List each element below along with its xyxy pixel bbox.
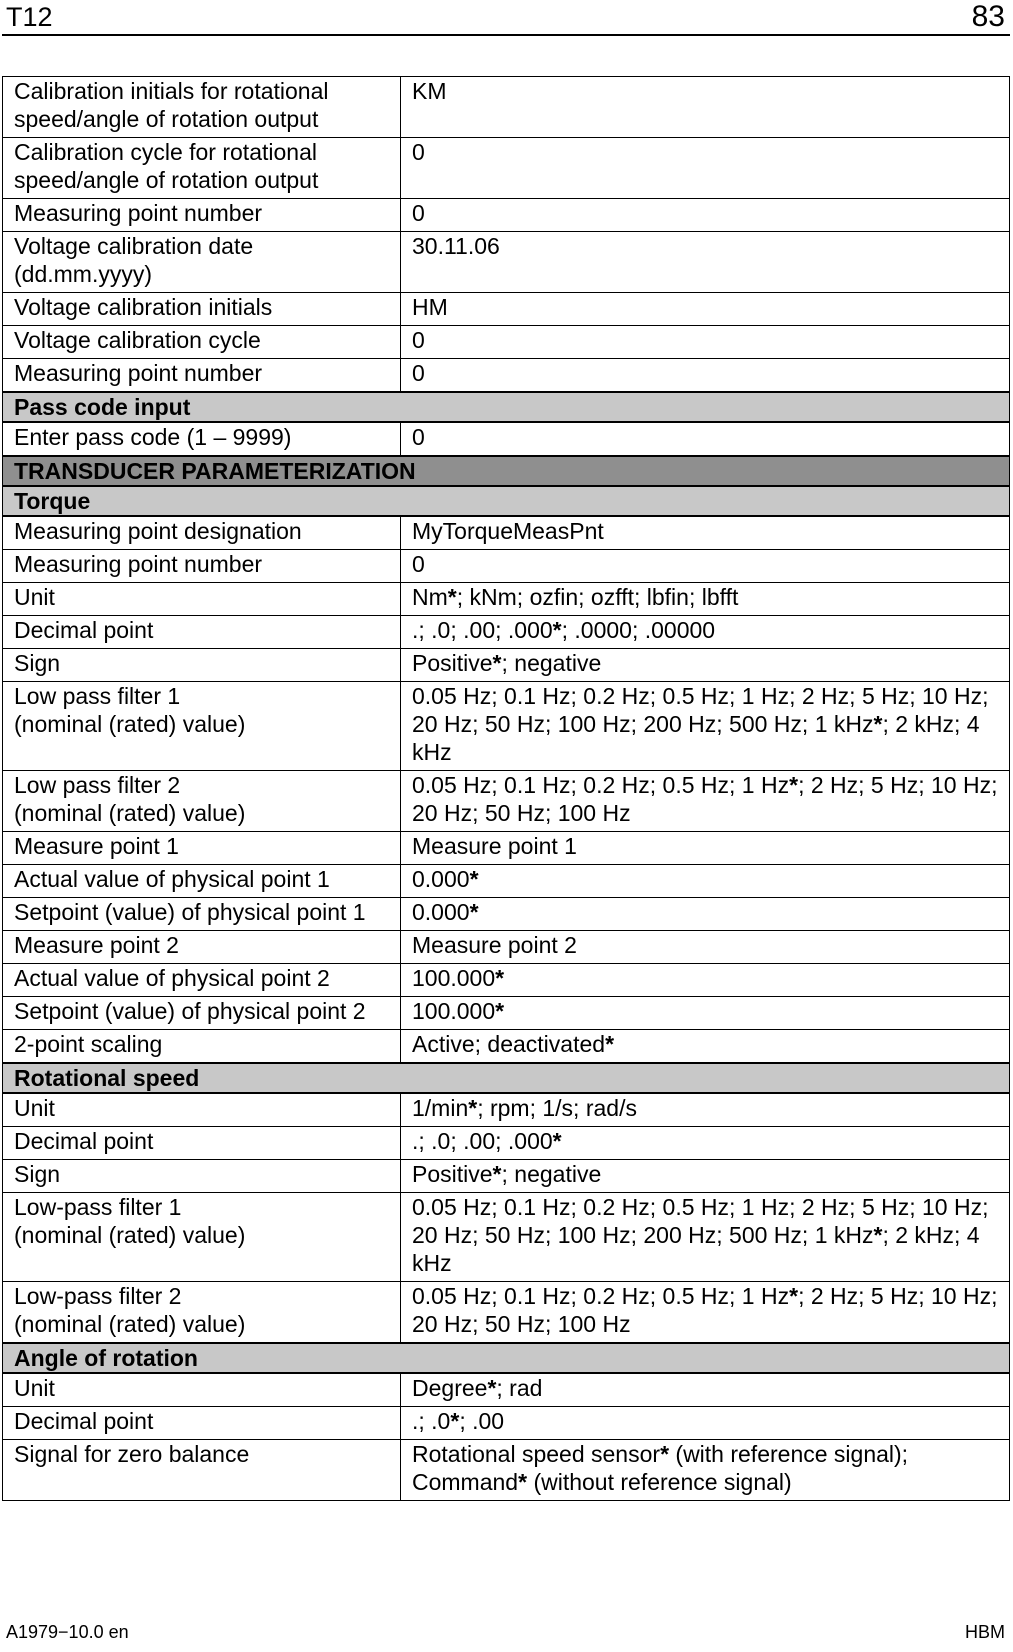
parameter-label: Calibration cycle for rotational speed/angle of rotation output	[3, 138, 401, 199]
table-row	[3, 1440, 1010, 1501]
table-row	[3, 1373, 1010, 1407]
parameter-label: Actual value of physical point 1	[3, 865, 401, 898]
parameter-value: 0.05 Hz; 0.1 Hz; 0.2 Hz; 0.5 Hz; 1 Hz*; 2 Hz; 5 Hz; 10 Hz; 20 Hz; 50 Hz; 100 Hz	[401, 771, 1010, 832]
parameter-value: 0	[401, 422, 1010, 456]
parameter-label: Low-pass filter 2 (nominal (rated) value)	[3, 1282, 401, 1344]
parameter-value: 0.05 Hz; 0.1 Hz; 0.2 Hz; 0.5 Hz; 1 Hz; 2 Hz; 5 Hz; 10 Hz; 20 Hz; 50 Hz; 100 Hz; 200 Hz; 500 Hz; 1 kHz*; 2 kHz; 4 kHz	[401, 1193, 1010, 1282]
parameter-label: 2-point scaling	[3, 1030, 401, 1064]
parameter-label: Setpoint (value) of physical point 2	[3, 997, 401, 1030]
parameter-label: Voltage calibration initials	[3, 293, 401, 326]
section-title: Torque	[3, 486, 1010, 516]
parameter-label: Voltage calibration cycle	[3, 326, 401, 359]
table-row	[3, 1160, 1010, 1193]
table-row	[3, 1282, 1010, 1344]
parameter-value: 100.000*	[401, 964, 1010, 997]
table-row	[3, 616, 1010, 649]
table-row	[3, 931, 1010, 964]
parameter-label: Measuring point designation	[3, 516, 401, 550]
table-row	[3, 1193, 1010, 1282]
parameter-value: .; .0; .00; .000*; .0000; .00000	[401, 616, 1010, 649]
section-title: Pass code input	[3, 392, 1010, 422]
parameter-label: Sign	[3, 649, 401, 682]
table-row	[3, 583, 1010, 616]
section-header	[3, 1343, 1010, 1373]
parameter-value: 0	[401, 359, 1010, 393]
table-row	[3, 1093, 1010, 1127]
table-row	[3, 550, 1010, 583]
table-row	[3, 997, 1010, 1030]
parameter-value: .; .0*; .00	[401, 1407, 1010, 1440]
table-row	[3, 1030, 1010, 1064]
parameter-label: Signal for zero balance	[3, 1440, 401, 1501]
parameter-value: Measure point 2	[401, 931, 1010, 964]
section-title: Angle of rotation	[3, 1343, 1010, 1373]
table-row	[3, 771, 1010, 832]
table-row	[3, 232, 1010, 293]
parameter-value: 0.05 Hz; 0.1 Hz; 0.2 Hz; 0.5 Hz; 1 Hz*; 2 Hz; 5 Hz; 10 Hz; 20 Hz; 50 Hz; 100 Hz	[401, 1282, 1010, 1344]
section-header	[3, 486, 1010, 516]
section-header	[3, 392, 1010, 422]
parameter-value: Positive*; negative	[401, 649, 1010, 682]
table-row	[3, 964, 1010, 997]
table-row	[3, 649, 1010, 682]
parameter-label: Decimal point	[3, 616, 401, 649]
parameter-label: Unit	[3, 1373, 401, 1407]
table-row	[3, 898, 1010, 931]
parameter-value: Measure point 1	[401, 832, 1010, 865]
parameter-label: Actual value of physical point 2	[3, 964, 401, 997]
publisher-name: HBM	[965, 1622, 1005, 1642]
parameter-label: Low pass filter 1 (nominal (rated) value)	[3, 682, 401, 771]
parameter-label: Decimal point	[3, 1407, 401, 1440]
parameter-label: Voltage calibration date (dd.mm.yyyy)	[3, 232, 401, 293]
parameter-label: Measuring point number	[3, 199, 401, 232]
table-row	[3, 682, 1010, 771]
table-row	[3, 293, 1010, 326]
parameter-label: Unit	[3, 583, 401, 616]
table-row	[3, 359, 1010, 393]
parameter-value: 0.000*	[401, 898, 1010, 931]
parameter-value: 0	[401, 138, 1010, 199]
parameter-value: Active; deactivated*	[401, 1030, 1010, 1064]
parameter-value: .; .0; .00; .000*	[401, 1127, 1010, 1160]
parameter-label: Enter pass code (1 – 9999)	[3, 422, 401, 456]
table-row	[3, 199, 1010, 232]
parameter-value: 0.05 Hz; 0.1 Hz; 0.2 Hz; 0.5 Hz; 1 Hz; 2 Hz; 5 Hz; 10 Hz; 20 Hz; 50 Hz; 100 Hz; 200 Hz; 500 Hz; 1 kHz*; 2 kHz; 4 kHz	[401, 682, 1010, 771]
table-row	[3, 1127, 1010, 1160]
table-row	[3, 516, 1010, 550]
parameter-value: 0	[401, 199, 1010, 232]
parameter-label: Measure point 1	[3, 832, 401, 865]
document-number: A1979−10.0 en	[6, 1622, 129, 1642]
parameter-label: Calibration initials for rotational speed/angle of rotation output	[3, 77, 401, 138]
parameter-label: Decimal point	[3, 1127, 401, 1160]
parameter-value: 0.000*	[401, 865, 1010, 898]
section-title: Rotational speed	[3, 1063, 1010, 1093]
section-title: TRANSDUCER PARAMETERIZATION	[3, 456, 1010, 486]
running-header-title: T12	[6, 2, 53, 32]
parameter-label: Measuring point number	[3, 359, 401, 393]
parameter-label: Sign	[3, 1160, 401, 1193]
parameter-value: Positive*; negative	[401, 1160, 1010, 1193]
parameter-value: Degree*; rad	[401, 1373, 1010, 1407]
parameter-value: Rotational speed sensor* (with reference signal); Command* (without reference signal)	[401, 1440, 1010, 1501]
parameter-value: HM	[401, 293, 1010, 326]
parameter-value: 1/min*; rpm; 1/s; rad/s	[401, 1093, 1010, 1127]
parameter-label: Unit	[3, 1093, 401, 1127]
table-row	[3, 138, 1010, 199]
parameter-label: Low-pass filter 1 (nominal (rated) value)	[3, 1193, 401, 1282]
table-row	[3, 832, 1010, 865]
table-row	[3, 865, 1010, 898]
table-row	[3, 1407, 1010, 1440]
parameter-table	[2, 76, 1010, 1501]
section-header	[3, 1063, 1010, 1093]
parameter-label: Measuring point number	[3, 550, 401, 583]
parameter-value: 0	[401, 326, 1010, 359]
parameter-value: 0	[401, 550, 1010, 583]
major-section-header	[3, 456, 1010, 486]
table-row	[3, 77, 1010, 138]
parameter-label: Measure point 2	[3, 931, 401, 964]
parameter-value: Nm*; kNm; ozfin; ozfft; lbfin; lbfft	[401, 583, 1010, 616]
header-rule	[2, 34, 1010, 36]
table-row	[3, 326, 1010, 359]
page-number: 83	[971, 0, 1005, 33]
parameter-value: 100.000*	[401, 997, 1010, 1030]
parameter-value: 30.11.06	[401, 232, 1010, 293]
parameter-value: MyTorqueMeasPnt	[401, 516, 1010, 550]
table-row	[3, 422, 1010, 456]
parameter-value: KM	[401, 77, 1010, 138]
parameter-label: Setpoint (value) of physical point 1	[3, 898, 401, 931]
parameter-label: Low pass filter 2 (nominal (rated) value)	[3, 771, 401, 832]
